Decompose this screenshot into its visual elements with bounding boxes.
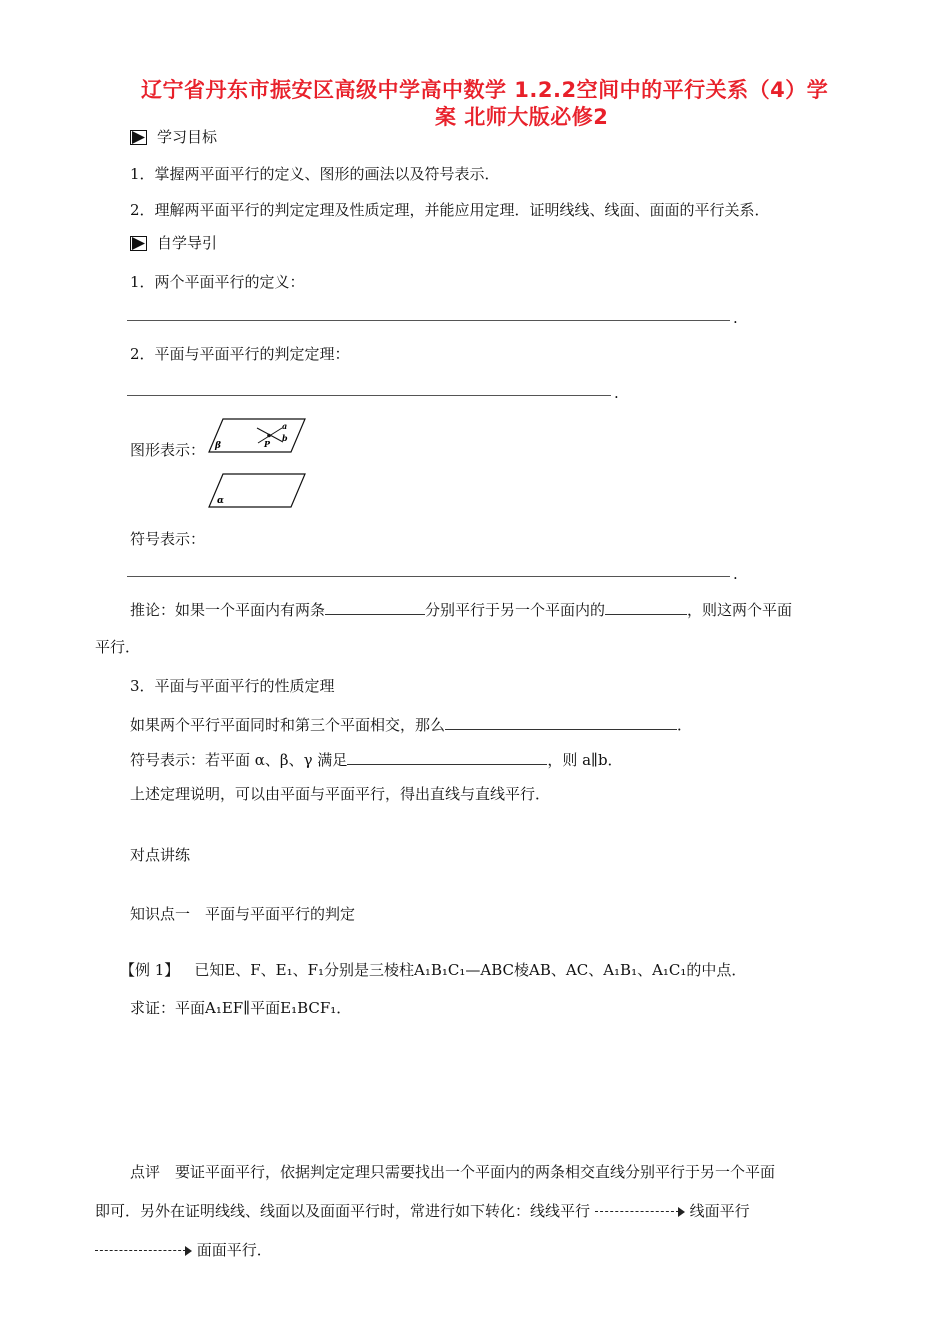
goal-1: 1．掌握两平面平行的定义、图形的画法以及符号表示． (130, 165, 500, 183)
section-learning-goals (130, 127, 217, 147)
label-b: b (282, 433, 288, 443)
property-line: 如果两个平行平面同时和第三个平面相交，那么 ． (130, 713, 692, 735)
section-title: 自学导引 (157, 234, 218, 252)
example-text: 已知E、F、E₁、F₁分别是三棱柱A₁B₁C₁—ABC棱AB、AC、A₁B₁、A₁C₁的中点． (194, 961, 747, 979)
symbol-label: 符号表示： (130, 530, 206, 548)
example-tag: 【例 1】 (120, 961, 180, 979)
plane-beta (209, 419, 305, 452)
parallel-planes-figure (205, 414, 310, 514)
blank-two-lines (325, 598, 425, 615)
answer-line-2 (127, 395, 611, 396)
label-beta: β (215, 441, 221, 451)
period: . (614, 384, 619, 402)
comment-line-3 (95, 1240, 272, 1260)
practice-heading: 对点讲练 (130, 846, 191, 864)
question-2: 2．平面与平面平行的判定定理： (130, 345, 350, 363)
section-self-study (130, 233, 217, 253)
label-alpha: α (217, 496, 224, 506)
arrow-icon (595, 1207, 685, 1217)
comment-line-2 (95, 1201, 750, 1221)
period: . (733, 309, 738, 327)
goal-2: 2．理解两平面平行的判定定理及性质定理，并能应用定理．证明线线、线面、面面的平行关系． (130, 201, 770, 219)
corollary-part-b: 分别平行于另一个平面内的 (425, 601, 606, 619)
example-prove: 求证：平面A₁EF∥平面E₁BCF₁． (130, 999, 352, 1017)
symbol-conclusion: ，则 a∥b． (547, 751, 623, 769)
blank-symbol (347, 748, 547, 765)
corollary-part-c: ，则这两个平面 (687, 601, 793, 619)
play-box-icon (130, 130, 147, 145)
comment-part-d: 面面平行． (196, 1241, 272, 1259)
knowledge-point: 知识点一 平面与平面平行的判定 (130, 905, 356, 923)
question-3: 3．平面与平面平行的性质定理 (130, 677, 335, 695)
title-line-1: 辽宁省丹东市振安区高级中学高中数学 1.2.2空间中的平行关系（4）学 (141, 78, 829, 102)
title-line-2: 案 北师大版必修2 (435, 105, 609, 129)
symbol-line (130, 748, 623, 770)
period: . (733, 565, 738, 583)
point-p (267, 434, 271, 438)
answer-line-3 (127, 576, 730, 577)
comment-part-b: 即可．另外在证明线线、线面以及面面平行时，常进行如下转化：线线平行 (95, 1202, 591, 1220)
section-title: 学习目标 (157, 128, 218, 146)
comment-line-1: 点评 要证平面平行，依据判定定理只需要找出一个平面内的两条相交直线分别平行于另一个平面 (130, 1163, 776, 1181)
answer-line-1 (127, 320, 730, 321)
play-box-icon (130, 236, 147, 251)
arrow-icon (95, 1246, 192, 1256)
blank-property (445, 713, 677, 730)
blank-lines (605, 598, 687, 615)
property-text: 如果两个平行平面同时和第三个平面相交，那么 (130, 716, 446, 734)
corollary-end: 平行． (95, 638, 141, 656)
label-p: P (264, 439, 271, 449)
figure-label: 图形表示： (130, 441, 206, 459)
question-1: 1．两个平面平行的定义： (130, 273, 305, 291)
example-1 (120, 960, 746, 980)
symbol-text: 符号表示：若平面 α、β、γ 满足 (130, 751, 348, 769)
label-a: a (282, 421, 288, 431)
comment-part-c: 线面平行 (689, 1202, 750, 1220)
corollary-line (130, 598, 792, 620)
corollary-part-a: 推论：如果一个平面内有两条 (130, 601, 326, 619)
remark: 上述定理说明，可以由平面与平面平行，得出直线与直线平行． (130, 785, 551, 803)
